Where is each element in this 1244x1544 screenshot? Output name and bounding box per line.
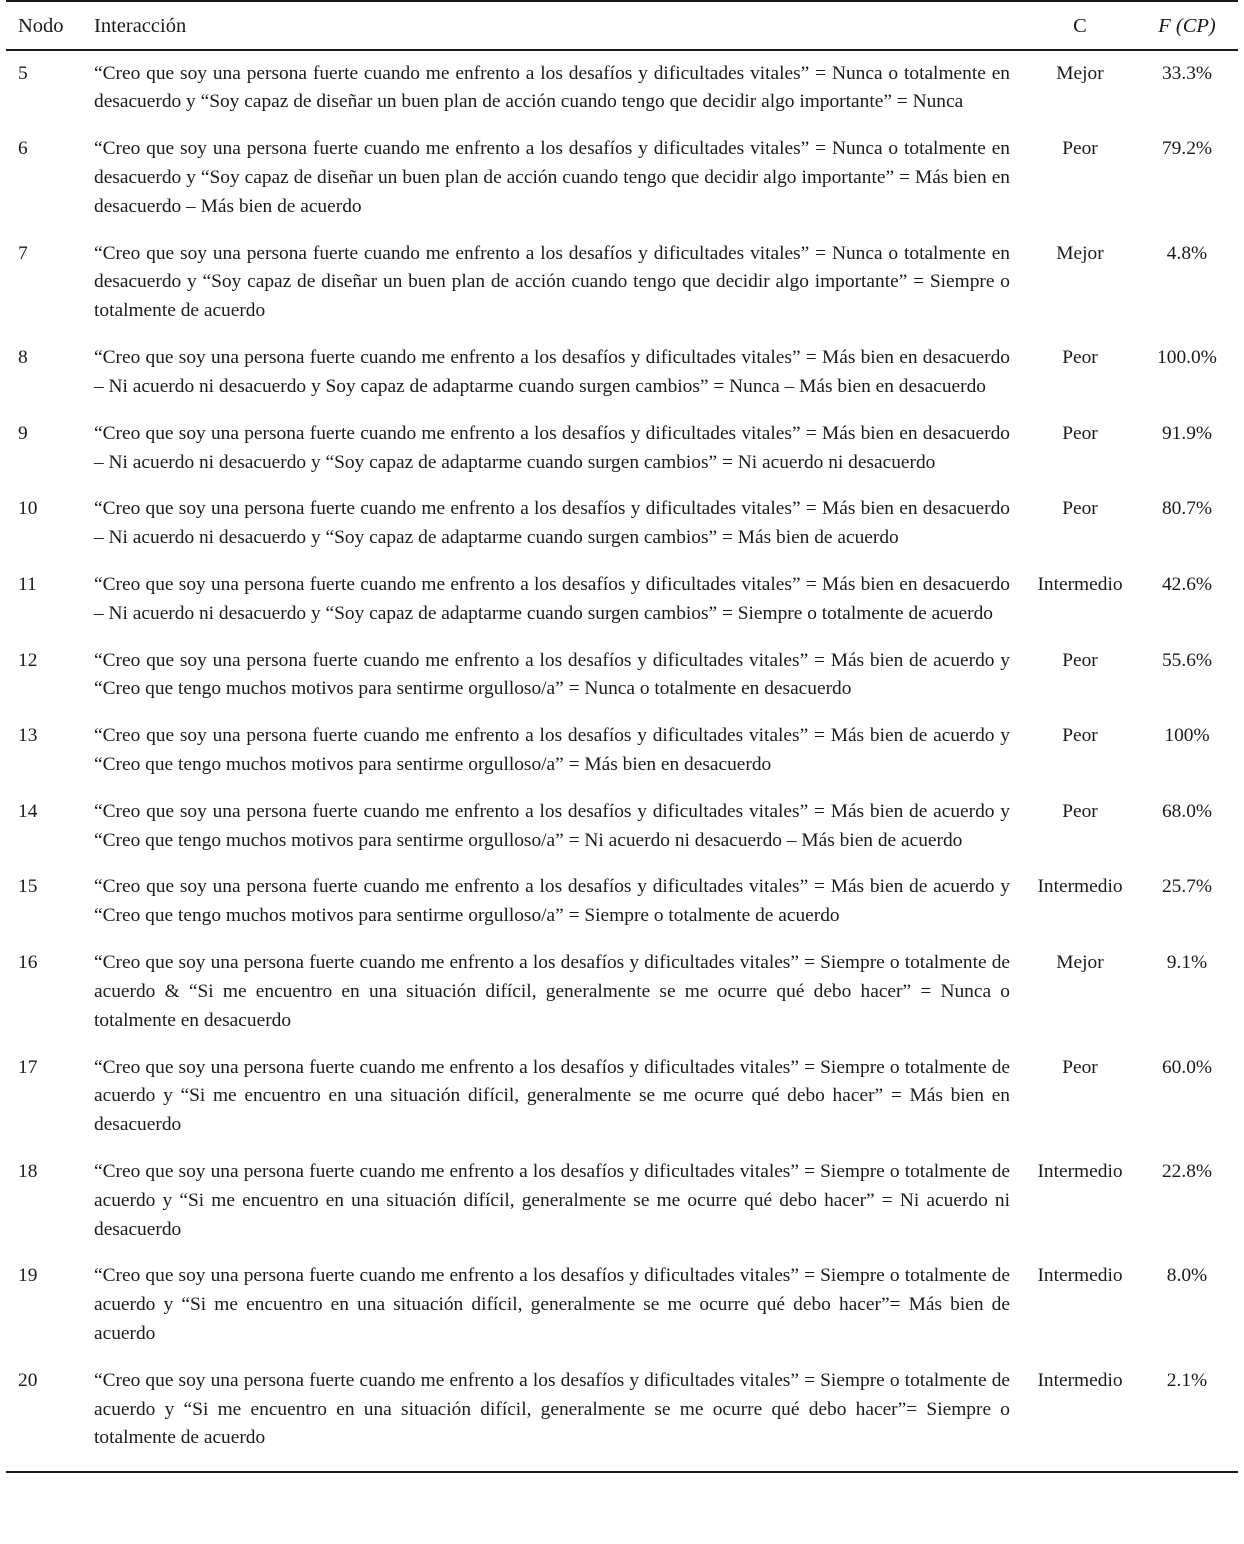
cell-clasificacion: Peor xyxy=(1062,347,1098,369)
table-row xyxy=(6,864,1238,940)
table-row xyxy=(6,486,1238,562)
cell-frecuencia: 22.8% xyxy=(1161,1160,1213,1182)
cell-clasificacion: Mejor xyxy=(1056,242,1104,264)
table-header-row xyxy=(6,1,1238,50)
cell-frecuencia: 100.0% xyxy=(1157,347,1217,369)
column-header-c: C xyxy=(1024,1,1136,50)
table-row xyxy=(6,335,1238,411)
table-row xyxy=(6,126,1238,230)
cell-nodo: 7 xyxy=(18,242,28,264)
cell-frecuencia: 2.1% xyxy=(1166,1369,1208,1391)
cell-frecuencia: 55.6% xyxy=(1161,649,1213,671)
column-header-interaccion: Interacción xyxy=(84,1,1024,50)
cell-clasificacion: Peor xyxy=(1062,725,1098,747)
column-header-f-cp: F (CP) xyxy=(1136,1,1238,50)
column-header-nodo: Nodo xyxy=(6,1,84,50)
cell-nodo: 16 xyxy=(18,952,38,974)
cell-clasificacion: Peor xyxy=(1062,800,1098,822)
cell-nodo: 20 xyxy=(18,1369,38,1391)
cell-nodo: 18 xyxy=(18,1160,38,1182)
cell-interaccion: “Creo que soy una persona fuerte cuando me enfrento a los desafíos y dificultades vitales” = Nunca o totalmente en desacuerdo y “Soy capaz de diseñar un buen plan de acción cuando tengo que decidir algo importante” = Más bien en desacuerdo – Más bien de acuerdo xyxy=(94,138,1010,217)
table-row xyxy=(6,231,1238,335)
cell-nodo: 8 xyxy=(18,347,28,369)
cell-interaccion: “Creo que soy una persona fuerte cuando me enfrento a los desafíos y dificultades vitales” = Siempre o totalmente de acuerdo & “Si me encuentro en una situación difícil, generalmente se me ocurre qué debo hacer” = Nunca o totalmente en desacuerdo xyxy=(94,952,1010,1031)
cell-clasificacion: Intermedio xyxy=(1037,876,1123,898)
cell-clasificacion: Peor xyxy=(1062,1056,1098,1078)
table-row xyxy=(6,1358,1238,1471)
table-row xyxy=(6,411,1238,487)
cell-interaccion: “Creo que soy una persona fuerte cuando me enfrento a los desafíos y dificultades vitales” = Nunca o totalmente en desacuerdo y “Soy capaz de diseñar un buen plan de acción cuando tengo que decidir algo importante” = Nunca xyxy=(94,62,1010,113)
cell-clasificacion: Peor xyxy=(1062,649,1098,671)
cell-frecuencia: 8.0% xyxy=(1166,1265,1208,1287)
cell-clasificacion: Peor xyxy=(1062,138,1098,160)
cell-interaccion: “Creo que soy una persona fuerte cuando me enfrento a los desafíos y dificultades vitales” = Más bien de acuerdo y “Creo que tengo muchos motivos para sentirme orgulloso/a” = Nunca o totalmente en desacuerdo xyxy=(94,649,1010,700)
cell-interaccion: “Creo que soy una persona fuerte cuando me enfrento a los desafíos y dificultades vitales” = Más bien de acuerdo y “Creo que tengo muchos motivos para sentirme orgulloso/a” = Ni acuerdo ni desacuerdo – Más bien de acuerdo xyxy=(94,800,1010,851)
table-body xyxy=(6,50,1238,1472)
interaction-nodes-table xyxy=(6,0,1238,1471)
cell-clasificacion: Intermedio xyxy=(1037,1369,1123,1391)
cell-frecuencia: 60.0% xyxy=(1161,1056,1213,1078)
cell-interaccion: “Creo que soy una persona fuerte cuando me enfrento a los desafíos y dificultades vitales” = Siempre o totalmente de acuerdo y “Si me encuentro en una situación difícil, generalmente se me ocurre qué debo hacer” = Más bien en desacuerdo xyxy=(94,1056,1010,1136)
table-header xyxy=(6,1,1238,50)
cell-clasificacion: Intermedio xyxy=(1037,1265,1123,1287)
cell-clasificacion: Peor xyxy=(1062,498,1098,520)
table-row xyxy=(6,1149,1238,1253)
cell-frecuencia: 25.7% xyxy=(1161,876,1213,898)
cell-nodo: 10 xyxy=(18,498,38,520)
cell-interaccion: “Creo que soy una persona fuerte cuando me enfrento a los desafíos y dificultades vitales” = Siempre o totalmente de acuerdo y “Si me encuentro en una situación difícil, generalmente se me ocurre qué debo hacer” = Ni acuerdo ni desacuerdo xyxy=(94,1160,1010,1240)
cell-nodo: 6 xyxy=(18,138,28,160)
table-row xyxy=(6,940,1238,1044)
table-row xyxy=(6,562,1238,638)
cell-nodo: 5 xyxy=(18,62,28,84)
table-bottom-rule xyxy=(6,1471,1238,1473)
cell-nodo: 11 xyxy=(18,573,37,595)
cell-frecuencia: 33.3% xyxy=(1161,62,1213,84)
table-row xyxy=(6,1253,1238,1357)
cell-interaccion: “Creo que soy una persona fuerte cuando me enfrento a los desafíos y dificultades vitales” = Nunca o totalmente en desacuerdo y “Soy capaz de diseñar un buen plan de acción cuando tengo que decidir algo importante” = Siempre o totalmente de acuerdo xyxy=(94,242,1010,322)
cell-frecuencia: 91.9% xyxy=(1161,422,1213,444)
table-row xyxy=(6,638,1238,714)
cell-interaccion: “Creo que soy una persona fuerte cuando me enfrento a los desafíos y dificultades vitales” = Más bien de acuerdo y “Creo que tengo muchos motivos para sentirme orgulloso/a” = Más bien en desacuerdo xyxy=(94,725,1010,776)
cell-nodo: 13 xyxy=(18,725,38,747)
cell-clasificacion: Intermedio xyxy=(1037,573,1123,595)
table-row xyxy=(6,713,1238,789)
cell-interaccion: “Creo que soy una persona fuerte cuando me enfrento a los desafíos y dificultades vitales” = Más bien en desacuerdo – Ni acuerdo ni desacuerdo y Soy capaz de adaptarme cuando surgen cambios” = Nunca – Más bien en desacuerdo xyxy=(94,347,1010,397)
cell-clasificacion: Mejor xyxy=(1056,62,1104,84)
cell-interaccion: “Creo que soy una persona fuerte cuando me enfrento a los desafíos y dificultades vitales” = Más bien en desacuerdo – Ni acuerdo ni desacuerdo y “Soy capaz de adaptarme cuando surgen cambios” = Siempre o totalmente de acuerdo xyxy=(94,573,1010,624)
cell-nodo: 15 xyxy=(18,876,38,898)
cell-frecuencia: 79.2% xyxy=(1161,138,1213,160)
cell-interaccion: “Creo que soy una persona fuerte cuando me enfrento a los desafíos y dificultades vitales” = Más bien de acuerdo y “Creo que tengo muchos motivos para sentirme orgulloso/a” = Siempre o totalmente de acuerdo xyxy=(94,876,1010,927)
table-row xyxy=(6,1045,1238,1149)
cell-interaccion: “Creo que soy una persona fuerte cuando me enfrento a los desafíos y dificultades vitales” = Más bien en desacuerdo – Ni acuerdo ni desacuerdo y “Soy capaz de adaptarme cuando surgen cambios” = Más bien de acuerdo xyxy=(94,498,1010,549)
cell-clasificacion: Peor xyxy=(1062,422,1098,444)
cell-nodo: 12 xyxy=(18,649,38,671)
cell-nodo: 14 xyxy=(18,800,38,822)
cell-interaccion: “Creo que soy una persona fuerte cuando me enfrento a los desafíos y dificultades vitales” = Más bien en desacuerdo – Ni acuerdo ni desacuerdo y “Soy capaz de adaptarme cuando surgen cambios” = Ni acuerdo ni desacuerdo xyxy=(94,422,1010,473)
cell-interaccion: “Creo que soy una persona fuerte cuando me enfrento a los desafíos y dificultades vitales” = Siempre o totalmente de acuerdo y “Si me encuentro en una situación difícil, generalmente se me ocurre qué debo hacer”= Siempre o totalmente de acuerdo xyxy=(94,1369,1010,1449)
table-row xyxy=(6,50,1238,127)
table-row xyxy=(6,789,1238,865)
cell-frecuencia: 100% xyxy=(1164,725,1210,747)
cell-clasificacion: Mejor xyxy=(1056,952,1104,974)
cell-interaccion: “Creo que soy una persona fuerte cuando me enfrento a los desafíos y dificultades vitales” = Siempre o totalmente de acuerdo y “Si me encuentro en una situación difícil, generalmente se me ocurre qué debo hacer”= Más bien de acuerdo xyxy=(94,1265,1010,1345)
cell-nodo: 19 xyxy=(18,1265,38,1287)
cell-clasificacion: Intermedio xyxy=(1037,1160,1123,1182)
cell-frecuencia: 4.8% xyxy=(1166,242,1208,264)
cell-frecuencia: 9.1% xyxy=(1166,952,1208,974)
cell-frecuencia: 80.7% xyxy=(1161,498,1213,520)
cell-frecuencia: 68.0% xyxy=(1161,800,1213,822)
cell-nodo: 9 xyxy=(18,422,28,444)
cell-frecuencia: 42.6% xyxy=(1161,573,1213,595)
cell-nodo: 17 xyxy=(18,1056,38,1078)
